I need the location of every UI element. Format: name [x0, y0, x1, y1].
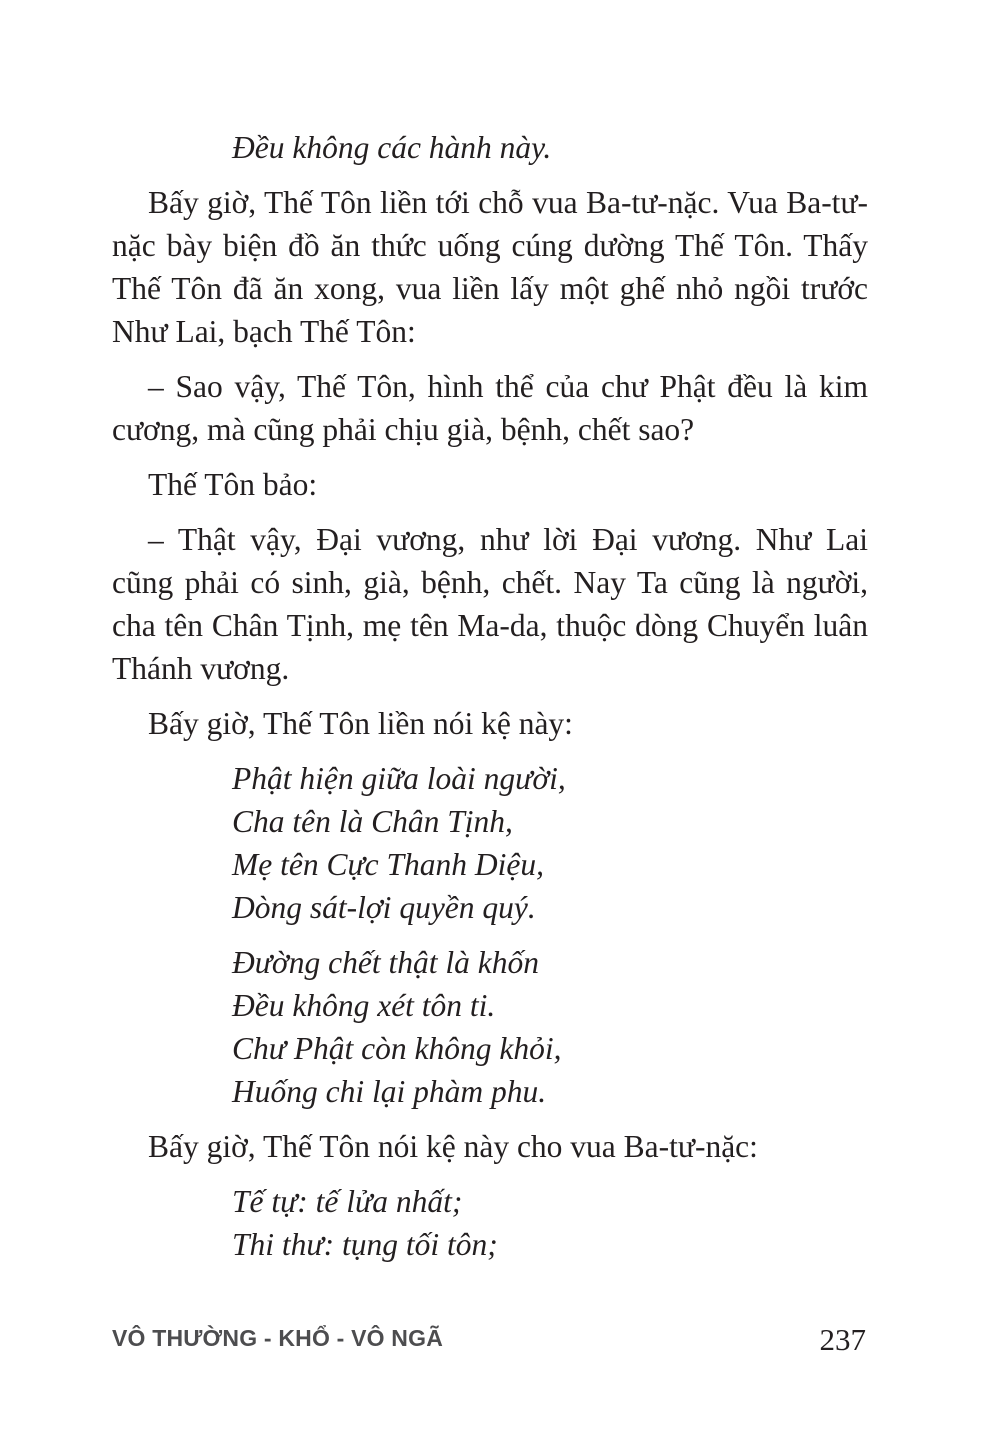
verse-stanza-2 — [112, 941, 868, 1113]
verse-line: Mẹ tên Cực Thanh Diệu, — [232, 847, 545, 882]
verse-line: Huống chi lại phàm phu. — [232, 1074, 547, 1109]
paragraph-4: – Thật vậy, Đại vương, như lời Đại vương. Như Lai cũng phải có sinh, già, bệnh, chết. Nay Ta cũng là người, cha tên Chân Tịnh, mẹ tên Ma-da, thuộc dòng Chuyển luân Thánh vương. — [112, 522, 868, 686]
running-footer-title: VÔ THƯỜNG - KHỔ - VÔ NGÃ — [112, 1325, 444, 1351]
text-column — [112, 126, 868, 1266]
paragraph-2: – Sao vậy, Thế Tôn, hình thể của chư Phật đều là kim cương, mà cũng phải chịu già, bệnh, chết sao? — [112, 369, 868, 447]
verse-line: Dòng sát-lợi quyền quý. — [232, 890, 536, 925]
verse-line: Đường chết thật là khốn — [232, 945, 539, 980]
verse-line: Chư Phật còn không khỏi, — [232, 1031, 562, 1066]
page-number: 237 — [819, 1322, 866, 1357]
paragraph-5: Bấy giờ, Thế Tôn liền nói kệ này: — [148, 706, 573, 741]
verse-line: Phật hiện giữa loài người, — [232, 761, 566, 796]
verse-line: Đều không các hành này. — [232, 130, 552, 165]
verse-line: Cha tên là Chân Tịnh, — [232, 804, 513, 839]
paragraph-3: Thế Tôn bảo: — [148, 467, 318, 502]
paragraph-6: Bấy giờ, Thế Tôn nói kệ này cho vua Ba-tư-nặc: — [148, 1129, 758, 1164]
verse-tail — [112, 126, 868, 169]
verse-stanza-1 — [112, 757, 868, 929]
paragraph-1: Bấy giờ, Thế Tôn liền tới chỗ vua Ba-tư-nặc. Vua Ba-tư-nặc bày biện đồ ăn thức uống cúng dường Thế Tôn. Thấy Thế Tôn đã ăn xong, vua liền lấy một ghế nhỏ ngồi trước Như Lai, bạch Thế Tôn: — [112, 185, 868, 349]
verse-line: Đều không xét tôn ti. — [232, 988, 496, 1023]
verse-line: Tế tự: tế lửa nhất; — [232, 1184, 463, 1219]
verse-line: Thi thư: tụng tối tôn; — [232, 1227, 498, 1262]
verse-stanza-3 — [112, 1180, 868, 1266]
